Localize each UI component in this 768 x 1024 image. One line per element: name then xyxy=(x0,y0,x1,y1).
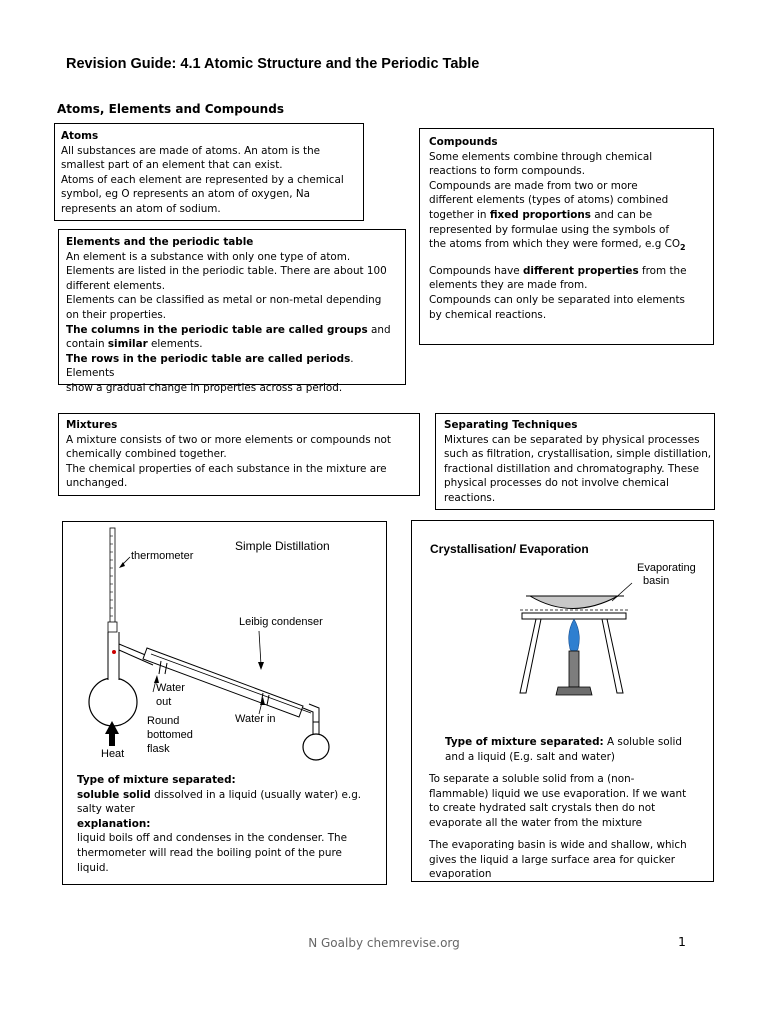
mixtures-line: chemically combined together. xyxy=(66,448,227,461)
thermometer-label: thermometer xyxy=(131,550,194,562)
evaporating-basin-shape xyxy=(530,596,618,609)
thermometer-shape xyxy=(110,528,115,628)
compounds-line: by chemical reactions. xyxy=(429,308,547,321)
groups-bold: The columns in the periodic table are called groups xyxy=(66,323,368,336)
distillation-notes xyxy=(77,773,382,875)
elements-similar-line xyxy=(66,337,405,352)
mixtures-heading: Mixtures xyxy=(66,419,118,431)
crystallisation-line: evaporate all the water from the mixture xyxy=(429,816,643,829)
crystallisation-line: gives the liquid a large surface area for quicker xyxy=(429,853,676,866)
basin-label: basin xyxy=(643,575,670,587)
explanation-line: liquid. xyxy=(77,861,109,874)
crystallisation-line: evaporation xyxy=(429,868,492,881)
crystallisation-line: flammable) liquid we use evaporation. If we want xyxy=(429,787,687,800)
compounds-fixed-line xyxy=(429,208,713,223)
compounds-line: different elements (types of atoms) combined xyxy=(429,194,669,207)
elements-line: An element is a substance with only one type of atom. xyxy=(66,250,351,263)
elements-line: Elements can be classified as metal or non-metal depending xyxy=(66,294,382,307)
crystallisation-type-bold: Type of mixture separated: xyxy=(445,736,604,748)
compounds-line: elements they are made from. xyxy=(429,279,588,292)
compounds-box xyxy=(419,128,714,345)
crystallisation-box xyxy=(411,520,714,882)
soluble-bold: soluble solid xyxy=(77,788,151,801)
basin-label: Evaporating xyxy=(637,562,696,574)
crystallisation-line: The evaporating basin is wide and shallow, which xyxy=(429,839,687,851)
explanation-line: liquid boils off and condenses in the condenser. The xyxy=(77,832,348,845)
diff-pre: Compounds have xyxy=(429,264,523,277)
compounds-co2-line xyxy=(429,237,713,256)
co2-text: the atoms from which they were formed, e.g CO xyxy=(429,238,681,251)
water-out-label: out xyxy=(156,696,172,708)
separating-line: Mixtures can be separated by physical processes xyxy=(444,433,700,446)
elements-line: different elements. xyxy=(66,279,165,292)
elements-line: on their properties. xyxy=(66,308,167,321)
atoms-line: smallest part of an element that can exist. xyxy=(61,159,283,172)
separating-line: physical processes do not involve chemical xyxy=(444,477,669,490)
distillation-soluble-line xyxy=(77,788,382,803)
distillation-title: Simple Distillation xyxy=(235,539,330,553)
explanation-line: thermometer will read the boiling point of the pure xyxy=(77,846,342,859)
flask-label: bottomed xyxy=(147,729,193,741)
distillation-diagram xyxy=(63,522,386,772)
flask-label: Round xyxy=(147,715,180,727)
distillation-type-heading: Type of mixture separated: xyxy=(77,774,236,786)
diff-bold: different properties xyxy=(522,264,639,277)
spacer xyxy=(429,256,713,264)
elements-line: Elements are listed in the periodic table. There are about 100 xyxy=(66,265,387,278)
co2-subscript: 2 xyxy=(680,243,686,253)
mixtures-line: The chemical properties of each substance in the mixture are xyxy=(66,462,387,475)
mixtures-box xyxy=(58,413,420,496)
flask-label: flask xyxy=(147,743,170,755)
similar-post: elements. xyxy=(147,338,203,351)
receiving-flask-shape xyxy=(303,734,329,760)
compounds-line: Compounds are made from two or more xyxy=(429,179,638,192)
page-title: Revision Guide: 4.1 Atomic Structure and the Periodic Table xyxy=(66,56,480,72)
elements-box xyxy=(58,229,406,394)
crystallisation-line: To separate a soluble solid from a (non- xyxy=(429,773,635,785)
crystallisation-para2 xyxy=(429,838,713,882)
similar-bold: similar xyxy=(107,338,148,351)
atoms-line: symbol, eg O represents an atom of oxygen, Na xyxy=(61,188,311,201)
fixed-post: and can be xyxy=(591,208,653,221)
compounds-heading: Compounds xyxy=(429,136,498,148)
groups-rest: and xyxy=(367,323,391,336)
compounds-diff-line xyxy=(429,264,713,279)
mixtures-line: unchanged. xyxy=(66,477,128,490)
diff-post: from the xyxy=(638,264,687,277)
mixtures-line: A mixture consists of two or more elements or compounds not xyxy=(66,433,391,446)
condenser-label: Leibig condenser xyxy=(239,616,323,628)
water-out-label: Water xyxy=(156,682,185,694)
crystallisation-type-rest: A soluble solid xyxy=(603,736,682,748)
crystallisation-type-line2: and a liquid (E.g. salt and water) xyxy=(445,750,615,763)
water-in-label: Water in xyxy=(235,713,276,725)
distillation-box xyxy=(62,521,387,885)
atoms-heading: Atoms xyxy=(61,130,99,142)
thermometer-bulb xyxy=(112,650,116,654)
fixed-bold: fixed proportions xyxy=(489,208,591,221)
page-footer: N Goalby chemrevise.org xyxy=(308,936,460,950)
heat-label: Heat xyxy=(101,748,125,760)
atoms-line: All substances are made of atoms. An atom is the xyxy=(61,144,321,157)
separating-heading: Separating Techniques xyxy=(444,419,578,431)
atoms-line: Atoms of each element are represented by a chemical xyxy=(61,173,344,186)
bunsen-burner-shape xyxy=(569,651,579,687)
crystallisation-type-line xyxy=(445,735,710,750)
crystallisation-para1 xyxy=(429,772,713,830)
crystallisation-title: Crystallisation/ Evaporation xyxy=(430,542,589,556)
distillation-salty-line: salty water xyxy=(77,803,135,816)
compounds-line: represented by formulae using the symbols of xyxy=(429,223,670,236)
separating-line: reactions. xyxy=(444,491,496,504)
elements-heading: Elements and the periodic table xyxy=(66,236,254,248)
atoms-line: represents an atom of sodium. xyxy=(61,202,221,215)
round-bottomed-flask-shape xyxy=(89,678,137,726)
tripod-top xyxy=(522,613,626,619)
elements-line: show a gradual change in properties across a period. xyxy=(66,381,343,394)
atoms-box xyxy=(54,123,364,221)
explanation-heading: explanation: xyxy=(77,817,151,830)
compounds-line: Some elements combine through chemical xyxy=(429,150,653,163)
separating-line: fractional distillation and chromatography. These xyxy=(444,462,699,475)
periods-rest: . Elements xyxy=(66,352,354,380)
elements-periods-line xyxy=(66,352,405,381)
separating-line: such as filtration, crystallisation, simple distillation, xyxy=(444,448,712,461)
compounds-line: reactions to form compounds. xyxy=(429,165,586,178)
periods-bold: The rows in the periodic table are called periods xyxy=(66,352,351,365)
crystallisation-type xyxy=(445,735,710,764)
separating-box xyxy=(435,413,715,510)
compounds-line: Compounds can only be separated into elements xyxy=(429,294,685,307)
page-number: 1 xyxy=(678,934,686,949)
fixed-pre: together in xyxy=(429,208,490,221)
crystallisation-line: to create hydrated salt crystals then do not xyxy=(429,802,656,815)
section-heading: Atoms, Elements and Compounds xyxy=(57,102,284,116)
flame-icon xyxy=(569,619,580,653)
soluble-rest: dissolved in a liquid (usually water) e.g. xyxy=(150,788,362,801)
similar-pre: contain xyxy=(66,338,108,351)
elements-groups-line xyxy=(66,323,405,338)
